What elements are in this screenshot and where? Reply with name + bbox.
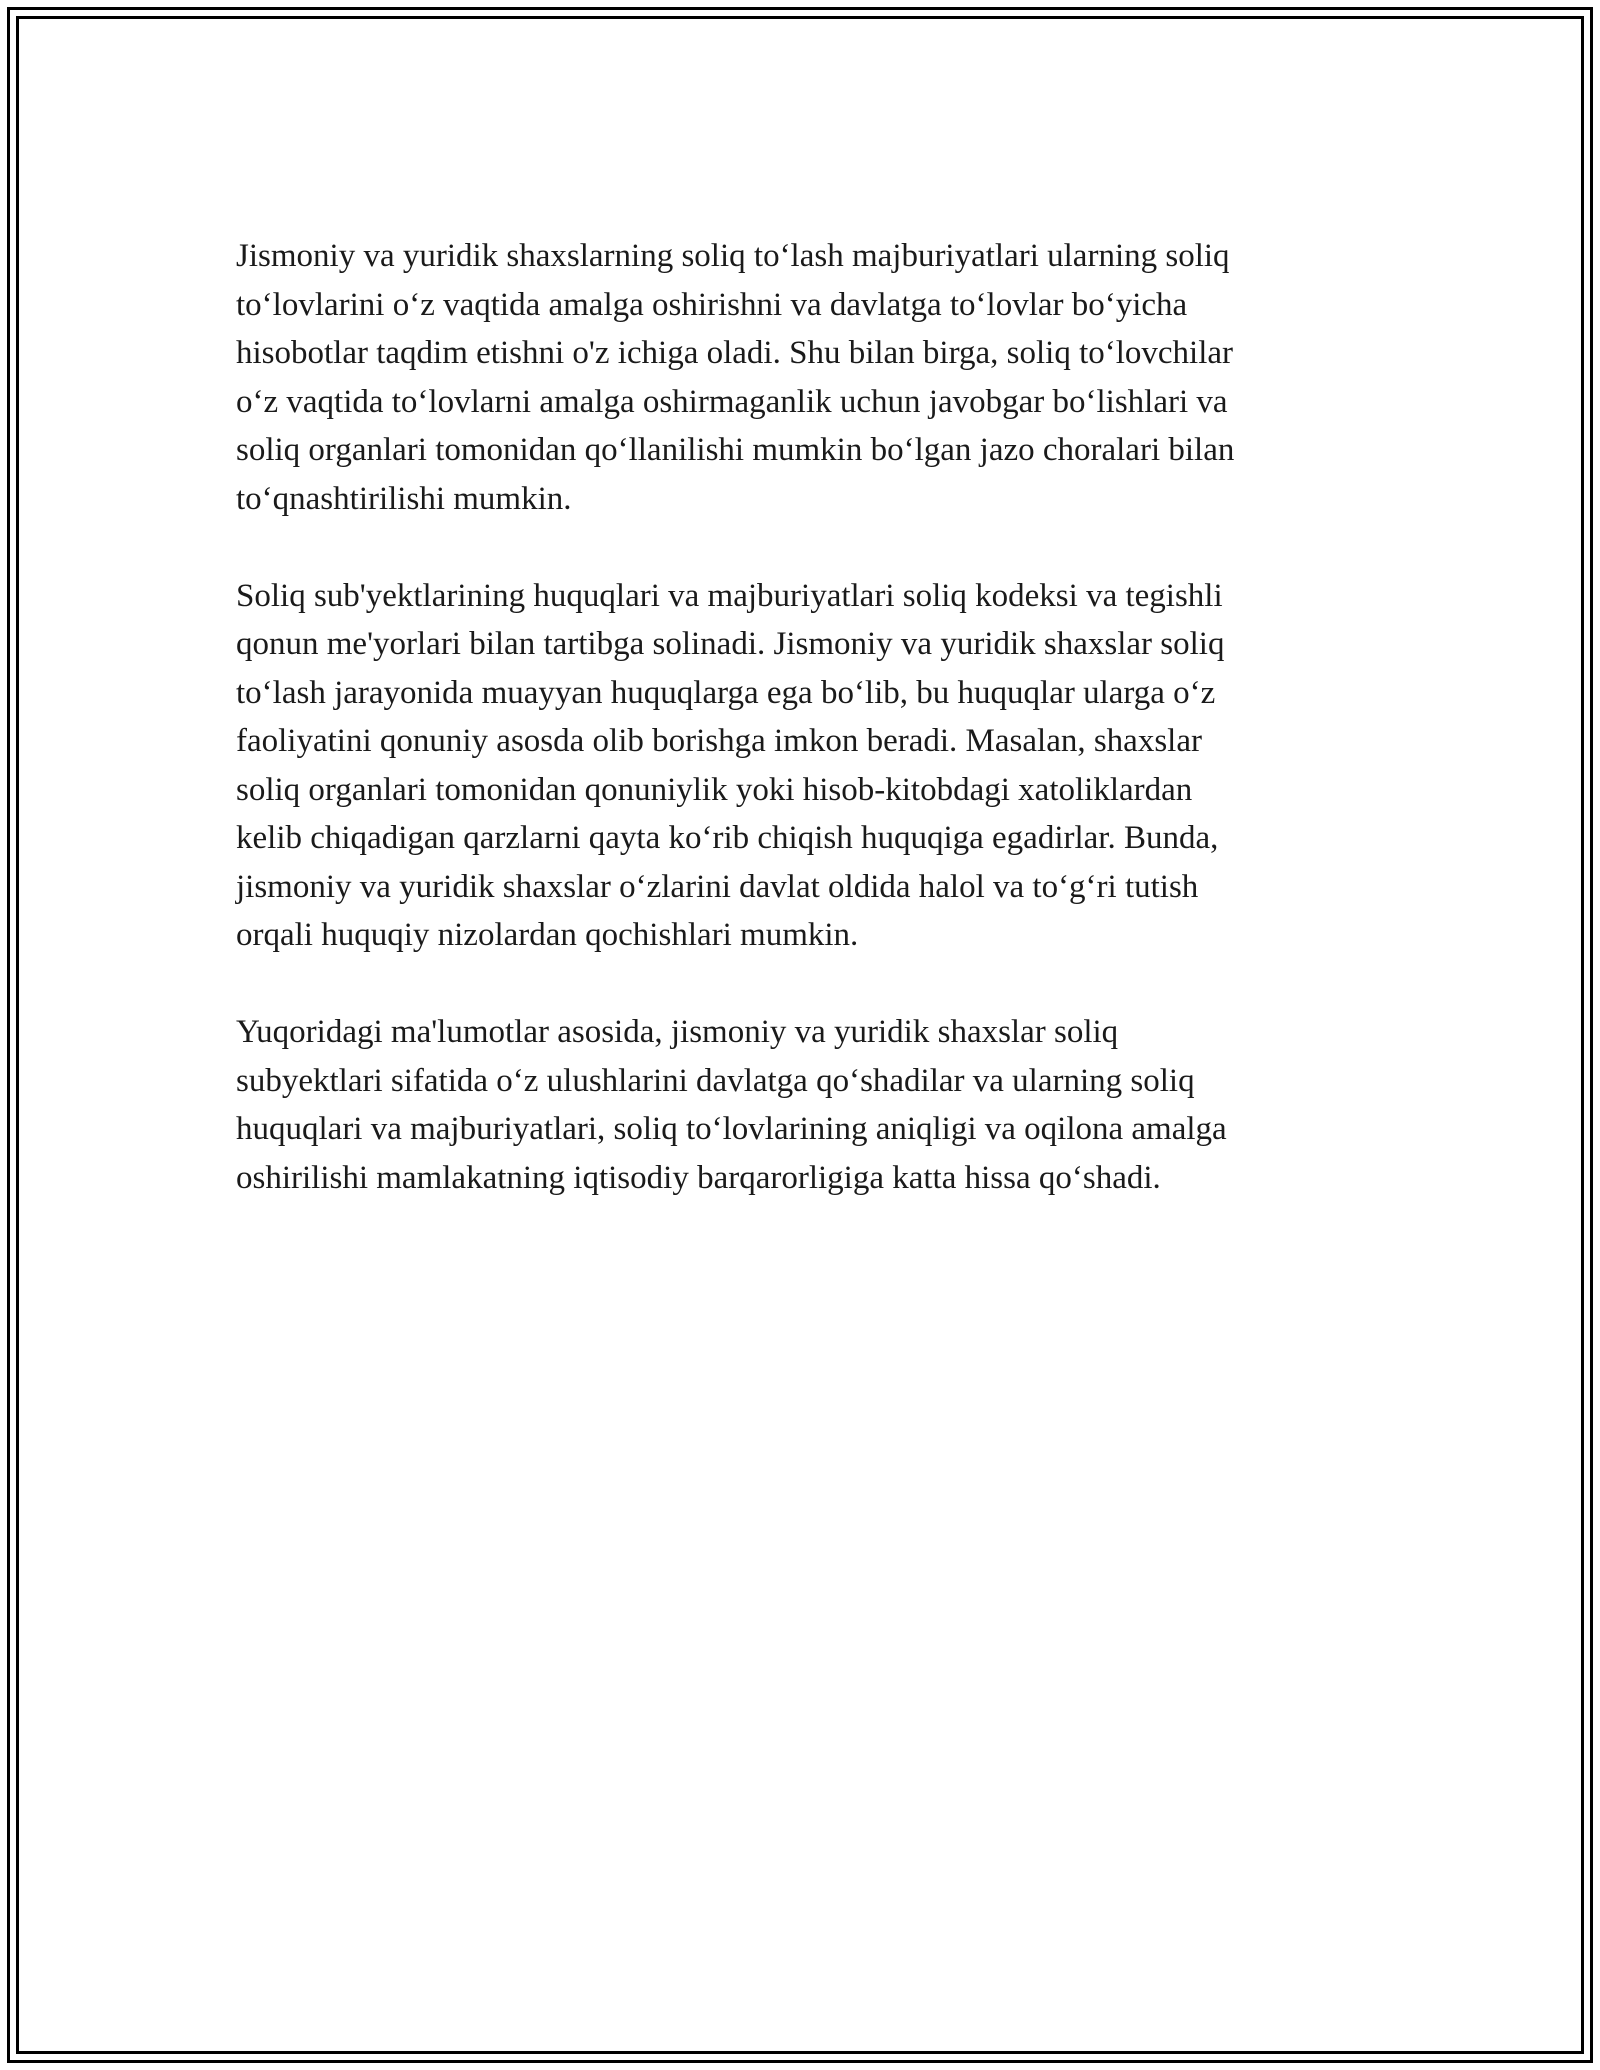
paragraph-2: Soliq sub'yektlarining huquqlari va majburiyatlari soliq kodeksi va tegishli qonun me'yorlari bilan tartibga solinadi. Jismoniy va yuridik shaxslar soliq to‘lash jarayonida muayyan huquqlarga ega bo‘lib, bu huquqlar ularga o‘z faoliyatini qonuniy asosda olib borishga imkon beradi. Masalan, shaxslar soliq organlari tomonidan qonuniylik yoki hisob-kitobdagi xatoliklardan kelib chiqadigan qarzlarni qayta ko‘rib chiqish huquqiga egadirlar. Bunda, jismoniy va yuridik shaxslar o‘zlarini davlat oldida halol va to‘g‘ri tutish orqali huquqiy nizolardan qochishlari mumkin. bbox=[236, 577, 1225, 953]
paragraph-3: Yuqoridagi ma'lumotlar asosida, jismoniy va yuridik shaxslar soliq subyektlari sifatida o‘z ulushlarini davlatga qo‘shadilar va ularning soliq huquqlari va majburiyatlari, soliq to‘lovlarining aniqligi va oqilona amalga oshirilishi mamlakatning iqtisodiy barqarorligiga katta hissa qo‘shadi. bbox=[236, 1014, 1227, 1196]
paragraph-1: Jismoniy va yuridik shaxslarning soliq to‘lash majburiyatlari ularning soliq to‘lovlarini o‘z vaqtida amalga oshirishni va davlatga to‘lovlar bo‘yicha hisobotlar taqdim etishni o'z ichiga oladi. Shu bilan birga, soliq to‘lovchilar o‘z vaqtida to‘lovlarni amalga oshirmaganlik uchun javobgar bo‘lishlari va soliq organlari tomonidan qo‘llanilishi mumkin bo‘lgan jazo choralari bilan to‘qnashtirilishi mumkin. bbox=[236, 238, 1235, 517]
document-body bbox=[236, 232, 1366, 1251]
